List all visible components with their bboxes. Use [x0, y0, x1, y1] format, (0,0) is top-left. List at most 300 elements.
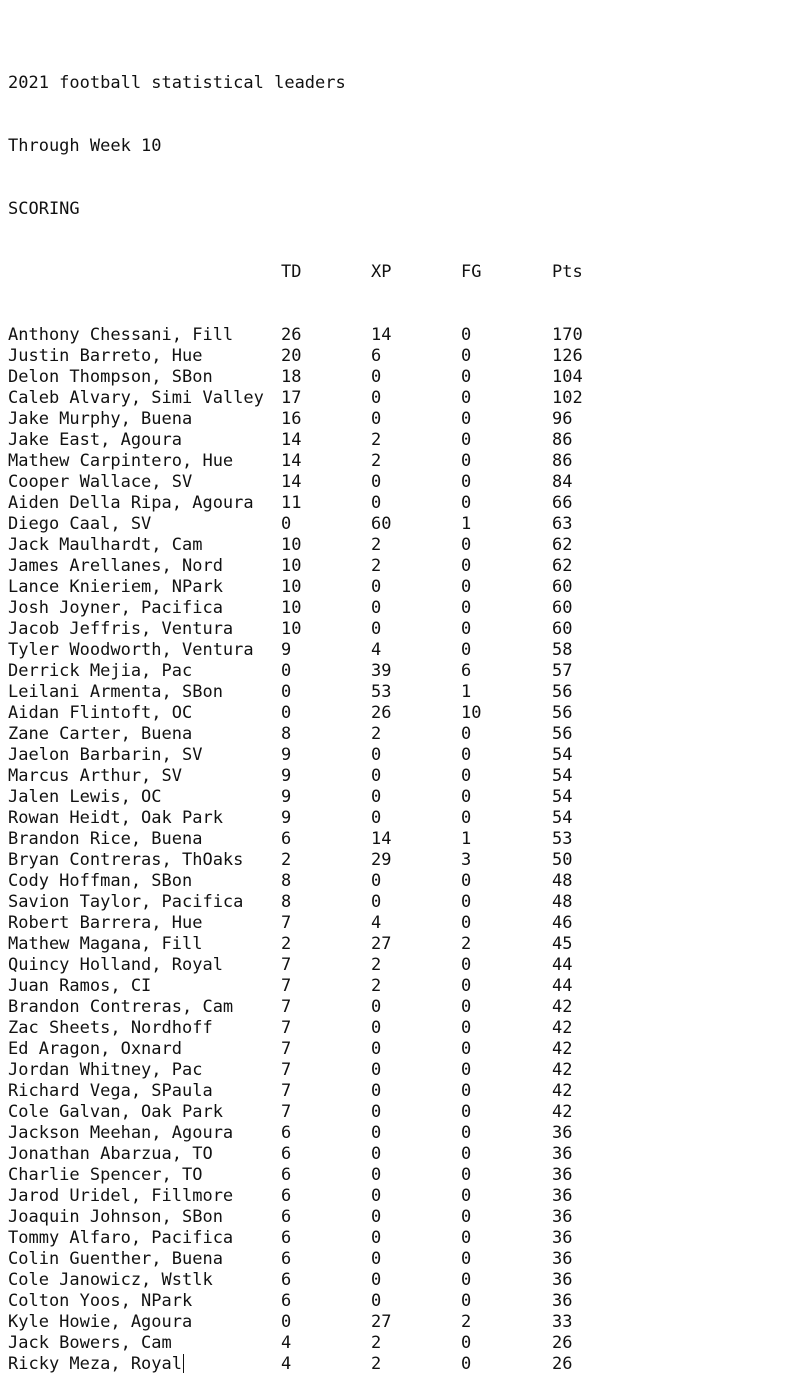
player-name: Zane Carter, Buena: [8, 724, 193, 744]
pts-value: 26: [552, 1333, 573, 1353]
fg-value: 0: [461, 724, 472, 744]
xp-value: 0: [371, 745, 382, 765]
xp-value: 0: [371, 1228, 382, 1248]
pts-value: 57: [552, 661, 573, 681]
player-name: Tyler Woodworth, Ventura: [8, 640, 254, 660]
xp-value: 4: [371, 913, 382, 933]
td-value: 8: [281, 871, 292, 891]
xp-value: 0: [371, 619, 382, 639]
fg-value: 2: [461, 934, 472, 954]
table-row: [8, 766, 573, 787]
player-name: Robert Barrera, Hue: [8, 913, 203, 933]
table-row: [8, 556, 573, 577]
table-row: [8, 1165, 573, 1186]
player-name: Anthony Chessani, Fill: [8, 325, 234, 345]
scoring-table-body: [8, 325, 583, 1375]
pts-value: 86: [552, 451, 573, 471]
td-value: 2: [281, 934, 292, 954]
fg-value: 0: [461, 1207, 472, 1227]
table-row: [8, 472, 573, 493]
fg-value: 0: [461, 325, 472, 345]
text-cursor: [183, 1354, 184, 1373]
pts-value: 84: [552, 472, 573, 492]
td-value: 6: [281, 1207, 292, 1227]
player-name: Quincy Holland, Royal: [8, 955, 223, 975]
table-row: [8, 745, 573, 766]
table-row: [8, 955, 573, 976]
player-name: Josh Joyner, Pacifica: [8, 598, 223, 618]
td-value: 6: [281, 1291, 292, 1311]
player-name: Derrick Mejia, Pac: [8, 661, 193, 681]
table-row: [8, 682, 573, 703]
fg-value: 0: [461, 1291, 472, 1311]
xp-value: 0: [371, 367, 382, 387]
td-value: 26: [281, 325, 302, 345]
td-value: 20: [281, 346, 302, 366]
player-name: Lance Knieriem, NPark: [8, 577, 223, 597]
xp-value: 0: [371, 409, 382, 429]
td-value: 7: [281, 1102, 292, 1122]
table-row: [8, 367, 583, 388]
pts-value: 42: [552, 997, 573, 1017]
td-value: 9: [281, 787, 292, 807]
xp-value: 14: [371, 829, 392, 849]
player-name: Jonathan Abarzua, TO: [8, 1144, 213, 1164]
table-row: [8, 787, 573, 808]
pts-value: 42: [552, 1081, 573, 1101]
fg-value: 0: [461, 787, 472, 807]
pts-value: 50: [552, 850, 573, 870]
table-row: [8, 1312, 573, 1333]
fg-value: 0: [461, 1354, 472, 1374]
column-header-pts: Pts: [552, 262, 583, 282]
xp-value: 0: [371, 577, 382, 597]
xp-value: 0: [371, 1207, 382, 1227]
xp-value: 53: [371, 682, 392, 702]
fg-value: 0: [461, 451, 472, 471]
table-row: [8, 514, 573, 535]
table-row: [8, 1060, 573, 1081]
fg-value: 0: [461, 1123, 472, 1143]
fg-value: 0: [461, 1270, 472, 1290]
td-value: 9: [281, 745, 292, 765]
table-row: [8, 1018, 573, 1039]
fg-value: 0: [461, 493, 472, 513]
xp-value: 0: [371, 1165, 382, 1185]
fg-value: 0: [461, 1144, 472, 1164]
pts-value: 66: [552, 493, 573, 513]
player-name: Mathew Carpintero, Hue: [8, 451, 234, 471]
pts-value: 56: [552, 682, 573, 702]
table-row: [8, 703, 573, 724]
player-name: Cole Galvan, Oak Park: [8, 1102, 223, 1122]
xp-value: 0: [371, 1249, 382, 1269]
xp-value: 60: [371, 514, 392, 534]
table-row: [8, 1039, 573, 1060]
xp-value: 2: [371, 976, 382, 996]
pts-value: 60: [552, 577, 573, 597]
player-name: James Arellanes, Nord: [8, 556, 223, 576]
xp-value: 0: [371, 472, 382, 492]
table-row: [8, 850, 573, 871]
fg-value: 0: [461, 619, 472, 639]
pts-value: 102: [552, 388, 583, 408]
xp-value: 0: [371, 1291, 382, 1311]
fg-value: 0: [461, 640, 472, 660]
table-row: [8, 577, 573, 598]
player-name: Cody Hoffman, SBon: [8, 871, 193, 891]
pts-value: 46: [552, 913, 573, 933]
player-name: Aiden Della Ripa, Agoura: [8, 493, 254, 513]
table-row: [8, 451, 573, 472]
player-name: Brandon Contreras, Cam: [8, 997, 234, 1017]
xp-value: 0: [371, 1060, 382, 1080]
td-value: 7: [281, 1060, 292, 1080]
pts-value: 53: [552, 829, 573, 849]
table-row: [8, 1333, 573, 1354]
pts-value: 63: [552, 514, 573, 534]
td-value: 6: [281, 1270, 292, 1290]
pts-value: 126: [552, 346, 583, 366]
fg-value: 0: [461, 1102, 472, 1122]
pts-value: 36: [552, 1144, 573, 1164]
table-row: [8, 640, 573, 661]
player-name: Jack Maulhardt, Cam: [8, 535, 203, 555]
table-row: [8, 808, 573, 829]
fg-value: 0: [461, 1333, 472, 1353]
pts-value: 44: [552, 976, 573, 996]
td-value: 6: [281, 1144, 292, 1164]
fg-value: 0: [461, 577, 472, 597]
pts-value: 45: [552, 934, 573, 954]
table-row: [8, 535, 573, 556]
xp-value: 27: [371, 934, 392, 954]
table-row: [8, 1123, 573, 1144]
table-row: [8, 1081, 573, 1102]
td-value: 7: [281, 955, 292, 975]
table-row: [8, 724, 573, 745]
table-row: [8, 493, 573, 514]
fg-value: 6: [461, 661, 472, 681]
td-value: 9: [281, 640, 292, 660]
pts-value: 54: [552, 808, 573, 828]
fg-value: 0: [461, 556, 472, 576]
xp-value: 0: [371, 1270, 382, 1290]
pts-value: 58: [552, 640, 573, 660]
player-name: Juan Ramos, CI: [8, 976, 152, 996]
xp-value: 0: [371, 808, 382, 828]
table-row: [8, 1228, 573, 1249]
player-name: Rowan Heidt, Oak Park: [8, 808, 223, 828]
pts-value: 62: [552, 556, 573, 576]
xp-value: 0: [371, 1186, 382, 1206]
fg-value: 0: [461, 1060, 472, 1080]
pts-value: 36: [552, 1228, 573, 1248]
pts-value: 42: [552, 1060, 573, 1080]
td-value: 6: [281, 1249, 292, 1269]
player-name: Cole Janowicz, Wstlk: [8, 1270, 213, 1290]
pts-value: 44: [552, 955, 573, 975]
fg-value: 0: [461, 1249, 472, 1269]
fg-value: 0: [461, 409, 472, 429]
fg-value: 0: [461, 892, 472, 912]
td-value: 14: [281, 451, 302, 471]
player-name: Aidan Flintoft, OC: [8, 703, 193, 723]
table-row: [8, 1249, 573, 1270]
pts-value: 36: [552, 1165, 573, 1185]
document-title: 2021 football statistical leaders: [8, 73, 346, 93]
player-name: Colton Yoos, NPark: [8, 1291, 193, 1311]
td-value: 0: [281, 682, 292, 702]
player-name: Mathew Magana, Fill: [8, 934, 203, 954]
player-name: Jarod Uridel, Fillmore: [8, 1186, 234, 1206]
fg-value: 0: [461, 913, 472, 933]
td-value: 6: [281, 1123, 292, 1143]
table-row: [8, 346, 583, 367]
pts-value: 33: [552, 1312, 573, 1332]
td-value: 8: [281, 892, 292, 912]
table-row: [8, 1144, 573, 1165]
fg-value: 1: [461, 829, 472, 849]
player-name: Jake Murphy, Buena: [8, 409, 193, 429]
pts-value: 170: [552, 325, 583, 345]
player-name: Tommy Alfaro, Pacifica: [8, 1228, 234, 1248]
td-value: 7: [281, 976, 292, 996]
table-row: [8, 661, 573, 682]
table-row: [8, 409, 573, 430]
fg-value: 0: [461, 1039, 472, 1059]
td-value: 7: [281, 1039, 292, 1059]
pts-value: 36: [552, 1123, 573, 1143]
fg-value: 0: [461, 955, 472, 975]
table-row: [8, 598, 573, 619]
td-value: 4: [281, 1333, 292, 1353]
td-value: 0: [281, 703, 292, 723]
td-value: 10: [281, 577, 302, 597]
fg-value: 0: [461, 997, 472, 1017]
pts-value: 60: [552, 598, 573, 618]
fg-value: 3: [461, 850, 472, 870]
xp-value: 0: [371, 871, 382, 891]
xp-value: 0: [371, 997, 382, 1017]
pts-value: 42: [552, 1102, 573, 1122]
player-name: Jackson Meehan, Agoura: [8, 1123, 234, 1143]
player-name: Charlie Spencer, TO: [8, 1165, 203, 1185]
td-value: 14: [281, 472, 302, 492]
pts-value: 26: [552, 1354, 573, 1374]
td-value: 9: [281, 808, 292, 828]
table-row: [8, 976, 573, 997]
fg-value: 2: [461, 1312, 472, 1332]
table-row: [8, 1354, 573, 1375]
player-name: Jalen Lewis, OC: [8, 787, 162, 807]
xp-value: 0: [371, 1102, 382, 1122]
fg-value: 0: [461, 871, 472, 891]
xp-value: 2: [371, 724, 382, 744]
table-row: [8, 1270, 573, 1291]
player-name: Richard Vega, SPaula: [8, 1081, 213, 1101]
xp-value: 27: [371, 1312, 392, 1332]
fg-value: 0: [461, 1228, 472, 1248]
player-name: Savion Taylor, Pacifica: [8, 892, 244, 912]
xp-value: 2: [371, 430, 382, 450]
column-header-row: [8, 262, 583, 283]
xp-value: 0: [371, 892, 382, 912]
td-value: 10: [281, 598, 302, 618]
pts-value: 36: [552, 1249, 573, 1269]
td-value: 7: [281, 913, 292, 933]
player-name: Justin Barreto, Hue: [8, 346, 203, 366]
pts-value: 36: [552, 1270, 573, 1290]
xp-value: 2: [371, 955, 382, 975]
player-name: Joaquin Johnson, SBon: [8, 1207, 223, 1227]
xp-value: 2: [371, 535, 382, 555]
pts-value: 96: [552, 409, 573, 429]
stats-document[interactable]: [8, 31, 583, 1396]
xp-value: 2: [371, 1354, 382, 1374]
table-row: [8, 430, 573, 451]
xp-value: 0: [371, 388, 382, 408]
xp-value: 0: [371, 493, 382, 513]
fg-value: 0: [461, 976, 472, 996]
td-value: 17: [281, 388, 302, 408]
column-header-fg: FG: [461, 262, 482, 282]
xp-value: 26: [371, 703, 392, 723]
xp-value: 29: [371, 850, 392, 870]
pts-value: 54: [552, 745, 573, 765]
xp-value: 0: [371, 1018, 382, 1038]
player-name: Ricky Meza, Royal: [8, 1354, 182, 1374]
table-row: [8, 913, 573, 934]
player-name: Kyle Howie, Agoura: [8, 1312, 193, 1332]
table-row: [8, 1186, 573, 1207]
td-value: 2: [281, 850, 292, 870]
td-value: 10: [281, 619, 302, 639]
td-value: 0: [281, 661, 292, 681]
pts-value: 54: [552, 787, 573, 807]
td-value: 10: [281, 535, 302, 555]
td-value: 6: [281, 1186, 292, 1206]
table-row: [8, 1291, 573, 1312]
fg-value: 0: [461, 1081, 472, 1101]
player-name: Zac Sheets, Nordhoff: [8, 1018, 213, 1038]
player-name: Jordan Whitney, Pac: [8, 1060, 203, 1080]
pts-value: 48: [552, 892, 573, 912]
table-row: [8, 619, 573, 640]
player-name: Marcus Arthur, SV: [8, 766, 182, 786]
xp-value: 0: [371, 1081, 382, 1101]
td-value: 16: [281, 409, 302, 429]
table-row: [8, 871, 573, 892]
td-value: 18: [281, 367, 302, 387]
fg-value: 0: [461, 472, 472, 492]
player-name: Ed Aragon, Oxnard: [8, 1039, 182, 1059]
pts-value: 104: [552, 367, 583, 387]
player-name: Bryan Contreras, ThOaks: [8, 850, 244, 870]
td-value: 11: [281, 493, 302, 513]
player-name: Diego Caal, SV: [8, 514, 152, 534]
fg-value: 0: [461, 598, 472, 618]
pts-value: 42: [552, 1018, 573, 1038]
xp-value: 39: [371, 661, 392, 681]
player-name: Colin Guenther, Buena: [8, 1249, 223, 1269]
td-value: 14: [281, 430, 302, 450]
xp-value: 2: [371, 451, 382, 471]
player-name: Jaelon Barbarin, SV: [8, 745, 203, 765]
pts-value: 36: [552, 1291, 573, 1311]
td-value: 7: [281, 1018, 292, 1038]
player-name: Brandon Rice, Buena: [8, 829, 203, 849]
player-name: Jacob Jeffris, Ventura: [8, 619, 234, 639]
table-row: [8, 892, 573, 913]
td-value: 10: [281, 556, 302, 576]
pts-value: 36: [552, 1207, 573, 1227]
table-row: [8, 325, 583, 346]
pts-value: 86: [552, 430, 573, 450]
section-heading: SCORING: [8, 199, 80, 219]
pts-value: 56: [552, 703, 573, 723]
pts-value: 62: [552, 535, 573, 555]
fg-value: 0: [461, 346, 472, 366]
table-row: [8, 829, 573, 850]
xp-value: 0: [371, 766, 382, 786]
player-name: Leilani Armenta, SBon: [8, 682, 223, 702]
fg-value: 0: [461, 745, 472, 765]
table-row: [8, 1207, 573, 1228]
td-value: 0: [281, 1312, 292, 1332]
fg-value: 1: [461, 514, 472, 534]
player-name: Delon Thompson, SBon: [8, 367, 213, 387]
table-row: [8, 997, 573, 1018]
xp-value: 14: [371, 325, 392, 345]
fg-value: 0: [461, 430, 472, 450]
td-value: 6: [281, 1165, 292, 1185]
td-value: 6: [281, 829, 292, 849]
fg-value: 0: [461, 535, 472, 555]
fg-value: 0: [461, 808, 472, 828]
pts-value: 36: [552, 1186, 573, 1206]
player-name: Jack Bowers, Cam: [8, 1333, 172, 1353]
xp-value: 0: [371, 1039, 382, 1059]
table-row: [8, 388, 583, 409]
player-name: Cooper Wallace, SV: [8, 472, 193, 492]
fg-value: 1: [461, 682, 472, 702]
pts-value: 54: [552, 766, 573, 786]
player-name: Jake East, Agoura: [8, 430, 182, 450]
td-value: 0: [281, 514, 292, 534]
fg-value: 0: [461, 1165, 472, 1185]
td-value: 9: [281, 766, 292, 786]
table-row: [8, 934, 573, 955]
column-header-td: TD: [281, 262, 302, 282]
pts-value: 42: [552, 1039, 573, 1059]
xp-value: 2: [371, 1333, 382, 1353]
fg-value: 10: [461, 703, 482, 723]
td-value: 8: [281, 724, 292, 744]
player-name: Caleb Alvary, Simi Valley: [8, 388, 264, 408]
xp-value: 0: [371, 1144, 382, 1164]
pts-value: 56: [552, 724, 573, 744]
fg-value: 0: [461, 388, 472, 408]
td-value: 6: [281, 1228, 292, 1248]
fg-value: 0: [461, 766, 472, 786]
pts-value: 60: [552, 619, 573, 639]
xp-value: 0: [371, 598, 382, 618]
xp-value: 4: [371, 640, 382, 660]
xp-value: 6: [371, 346, 382, 366]
fg-value: 0: [461, 1186, 472, 1206]
xp-value: 0: [371, 787, 382, 807]
